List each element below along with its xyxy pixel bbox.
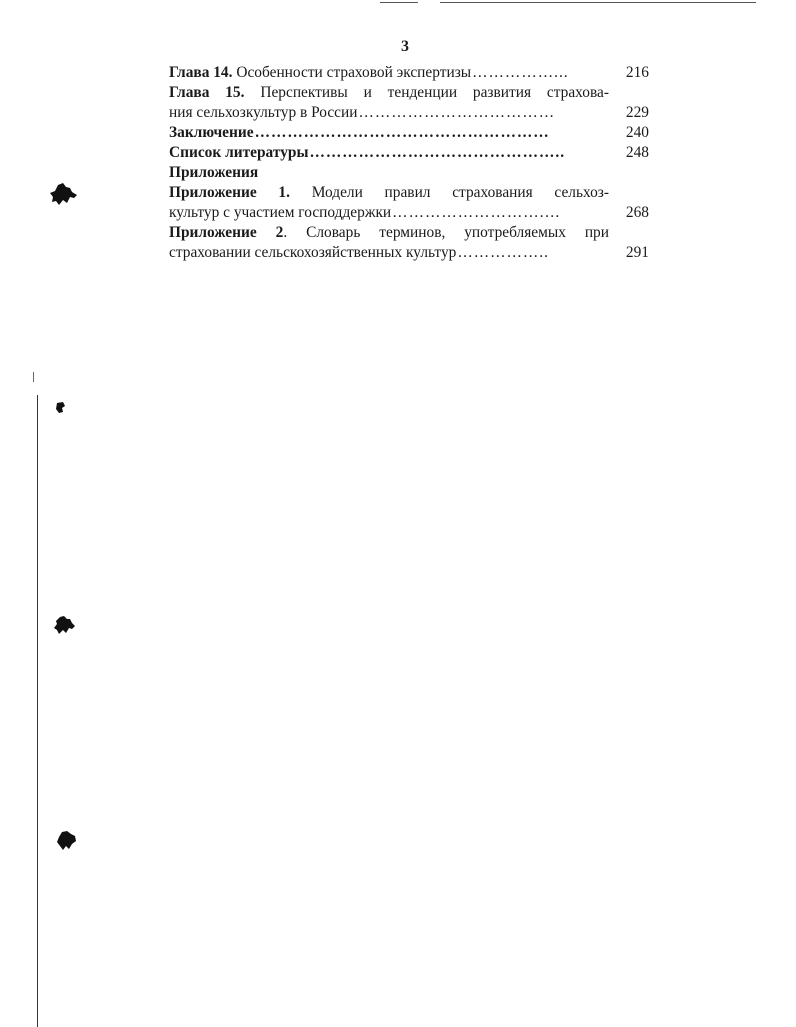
toc-entry-title-cont: культур с участием господдержки bbox=[169, 204, 392, 221]
scan-artifact-tick bbox=[33, 372, 34, 382]
toc-entry-dots: …………….. bbox=[457, 244, 549, 261]
toc-entry-label: Глава 15. bbox=[169, 84, 245, 101]
toc-entry-references bbox=[169, 143, 649, 163]
toc-entry-title: Перспективы и тенденции развития страхова- bbox=[260, 84, 609, 101]
toc-entry-page: 216 bbox=[625, 64, 649, 81]
toc-entry-page: 248 bbox=[625, 144, 649, 161]
toc-entry-page: 268 bbox=[625, 204, 649, 221]
toc-entry-dots: ……………………….… bbox=[392, 204, 561, 221]
table-of-contents bbox=[169, 63, 649, 263]
toc-entry-dots: ……………... bbox=[472, 64, 569, 81]
punch-hole-mark bbox=[50, 183, 78, 209]
toc-entry-conclusion bbox=[169, 123, 649, 143]
toc-entry-dots: ……………………………… bbox=[358, 104, 556, 121]
toc-entry-appendix-2 bbox=[169, 223, 649, 263]
toc-entry-title: Особенности страховой экспертизы bbox=[236, 64, 472, 81]
toc-entry-page: 240 bbox=[625, 124, 649, 141]
toc-entry-title: Модели правил страхования сельхоз- bbox=[311, 184, 609, 201]
toc-entry-label: Приложение 1. bbox=[169, 184, 290, 201]
scan-artifact-line bbox=[380, 2, 418, 3]
scan-artifact-line bbox=[440, 2, 756, 3]
toc-entry-chapter-15 bbox=[169, 83, 649, 123]
toc-entry-page: 229 bbox=[625, 104, 649, 121]
toc-appendices-heading: Приложения bbox=[169, 164, 259, 181]
toc-entry-dots: ……………………………………….. bbox=[309, 144, 566, 161]
toc-entry-title-cont: ния сельхозкультур в России bbox=[169, 104, 358, 121]
toc-entry-title: . Словарь терминов, употребляемых при bbox=[283, 224, 609, 241]
punch-hole-mark bbox=[57, 831, 77, 853]
toc-entry-chapter-14 bbox=[169, 63, 649, 83]
toc-entry-label: Приложение 2 bbox=[169, 224, 284, 241]
toc-entry-title-cont: страховании сельскохозяйственных культур bbox=[169, 244, 457, 261]
page-number: 3 bbox=[401, 38, 409, 55]
punch-hole-mark bbox=[56, 402, 66, 414]
punch-hole-mark bbox=[54, 616, 76, 636]
toc-entry-appendix-1 bbox=[169, 183, 649, 223]
toc-entry-dots: ……………………………………………… bbox=[254, 124, 550, 141]
toc-entry-label: Заключение bbox=[169, 124, 254, 141]
toc-entry-label: Глава 14. bbox=[169, 64, 233, 81]
scan-artifact-edge bbox=[37, 395, 38, 1027]
toc-entry-label: Список литературы bbox=[169, 144, 309, 161]
toc-entry-page: 291 bbox=[625, 244, 649, 261]
